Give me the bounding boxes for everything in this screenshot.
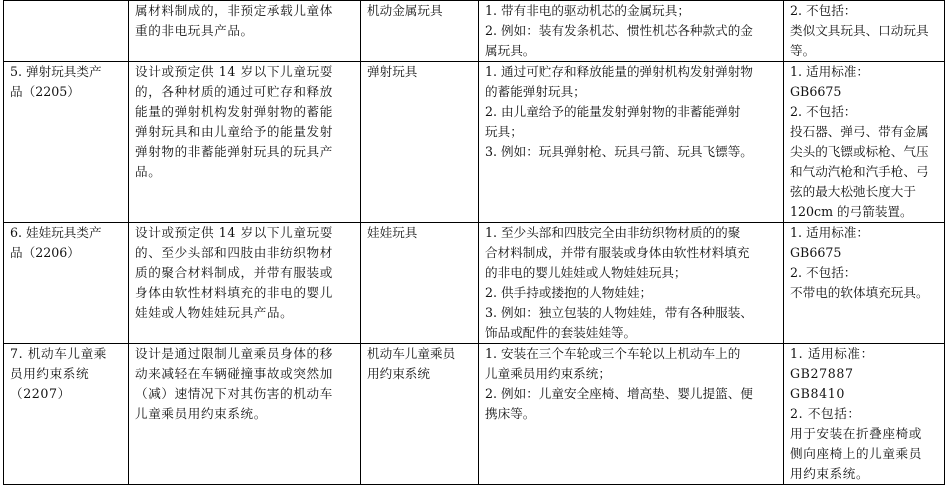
- text-line: 的非电的婴儿娃娃或人物娃娃玩具；: [485, 265, 687, 280]
- text-line: 能量的弹射机构发射弹射物的蓄能: [135, 104, 333, 119]
- scope-cell: [479, 1, 784, 62]
- text-line: 儿童乘员用约束系统；: [485, 366, 611, 381]
- scope-cell: [479, 62, 784, 223]
- text-line: 玩具；: [485, 124, 523, 139]
- scope-cell: [479, 344, 784, 485]
- text-line: 饰品或配件的套装娃娃等。: [485, 325, 637, 340]
- category-cell: [4, 62, 129, 223]
- text-line: 弹射玩具: [367, 64, 418, 79]
- notes-cell: [784, 1, 945, 62]
- product-category-table: [3, 0, 945, 485]
- text-line: 弹射物的非蓄能弹射玩具的玩具产: [135, 144, 333, 159]
- category-cell: [4, 1, 129, 62]
- text-line: GB27887: [790, 366, 854, 381]
- text-line: 侧向座椅上的儿童乘员: [790, 446, 922, 461]
- text-line: 2. 例如：儿童安全座椅、增高垫、婴儿提篮、便: [485, 386, 753, 401]
- definition-cell: [129, 223, 361, 344]
- text-line: 属玩具。: [485, 43, 536, 58]
- text-line: 2. 由儿童给予的能量发射弹射物的非蓄能弹射: [485, 104, 741, 119]
- text-line: 2. 不包括：: [790, 3, 857, 18]
- text-line: 2. 不包括：: [790, 265, 857, 280]
- text-line: 娃娃玩具: [367, 225, 418, 240]
- table-row: [4, 1, 945, 62]
- text-line: 7. 机动车儿童乘: [10, 346, 107, 361]
- text-line: 的蓄能弹射玩具；: [485, 84, 586, 99]
- text-line: 重的非电玩具产品。: [135, 23, 254, 38]
- text-line: 类似文具玩具、口动玩具: [790, 23, 929, 38]
- text-line: 机动车儿童乘员: [367, 346, 456, 361]
- notes-cell: [784, 344, 945, 485]
- text-line: 携床等。: [485, 406, 536, 421]
- text-line: 品。: [135, 164, 162, 179]
- scope-cell: [479, 223, 784, 344]
- text-line: 用约束系统。: [790, 466, 870, 481]
- text-line: 娃娃或人物娃娃玩具产品。: [135, 305, 294, 320]
- text-line: 不带电的软体填充玩具。: [790, 285, 929, 300]
- text-line: 1. 安装在三个车轮或三个车轮以上机动车上的: [485, 346, 741, 361]
- text-line: GB6675: [790, 84, 842, 99]
- text-line: 5. 弹射玩具类产: [10, 64, 102, 79]
- text-line: 1. 适用标准：: [790, 346, 874, 361]
- notes-cell: [784, 223, 945, 344]
- text-line: 投石器、弹弓、带有金属: [790, 124, 929, 139]
- text-line: 员用约束系统: [10, 366, 90, 381]
- text-line: 2. 不包括：: [790, 104, 857, 119]
- definition-cell: [129, 344, 361, 485]
- definition-cell: [129, 1, 361, 62]
- text-line: 1. 带有非电的驱动机芯的金属玩具；: [485, 3, 690, 18]
- text-line: 设计是通过限制儿童乘员身体的移: [135, 346, 333, 361]
- text-line: 设计或预定供 14 岁以下儿童玩耍: [135, 64, 333, 79]
- text-line: 1. 适用标准：: [790, 64, 869, 79]
- document-page: [3, 0, 945, 485]
- type-name-cell: [361, 223, 479, 344]
- text-line: 动来减轻在车辆碰撞事故或突然加: [135, 366, 333, 381]
- text-line: 设计或预定供 14 岁以下儿童玩耍: [135, 225, 333, 240]
- text-line: 身体由软性材料填充的非电的婴儿: [135, 285, 333, 300]
- category-cell: [4, 344, 129, 485]
- text-line: 属材料制成的，非预定承载儿童体: [135, 3, 333, 18]
- text-line: 弦的最大松弛长度大于: [790, 184, 916, 199]
- text-line: 合材料制成，并带有服装或身体由软性材料填充: [485, 245, 750, 260]
- text-line: GB6675: [790, 245, 842, 260]
- text-line: 儿童乘员用约束系统。: [135, 406, 267, 421]
- text-line: 品（2206）: [10, 245, 80, 260]
- table-row: [4, 344, 945, 485]
- text-line: 用约束系统: [367, 366, 430, 381]
- text-line: 机动金属玩具: [367, 3, 443, 18]
- text-line: 120cm 的弓箭装置。: [790, 204, 913, 219]
- text-line: 等。: [790, 43, 816, 58]
- text-line: 1. 适用标准：: [790, 225, 869, 240]
- type-name-cell: [361, 1, 479, 62]
- text-line: 3. 例如：独立包装的人物娃娃，带有各种服装、: [485, 305, 753, 320]
- text-line: 质的聚合材料制成，并带有服装或: [135, 265, 333, 280]
- type-name-cell: [361, 62, 479, 223]
- text-line: 用于安装在折叠座椅或: [790, 426, 922, 441]
- text-line: 弹射玩具和由儿童给予的能量发射: [135, 124, 333, 139]
- text-line: 6. 娃娃玩具类产: [10, 225, 102, 240]
- text-line: 的、至少头部和四肢由非纺织物材: [135, 245, 333, 260]
- text-line: （2207）: [10, 386, 71, 401]
- text-line: GB8410: [790, 386, 845, 401]
- text-line: 2. 例如：装有发条机芯、惯性机芯各种款式的金: [485, 23, 753, 38]
- text-line: 2. 供手持或搂抱的人物娃娃；: [485, 285, 653, 300]
- text-line: （减）速情况下对其伤害的机动车: [135, 386, 333, 401]
- type-name-cell: [361, 344, 479, 485]
- text-line: 1. 至少头部和四肢完全由非纺织物材质的的聚: [485, 225, 741, 240]
- text-line: 品（2205）: [10, 84, 80, 99]
- table-row: [4, 223, 945, 344]
- notes-cell: [784, 62, 945, 223]
- definition-cell: [129, 62, 361, 223]
- text-line: 和气动汽枪和汽手枪、弓: [790, 164, 929, 179]
- text-line: 2. 不包括：: [790, 406, 861, 421]
- text-line: 3. 例如：玩具弹射枪、玩具弓箭、玩具飞镖等。: [485, 144, 753, 159]
- text-line: 1. 通过可贮存和释放能量的弹射机构发射弹射物: [485, 64, 753, 79]
- category-cell: [4, 223, 129, 344]
- text-line: 的，各种材质的通过可贮存和释放: [135, 84, 333, 99]
- text-line: 尖头的飞镖或标枪、气压: [790, 144, 929, 159]
- table-row: [4, 62, 945, 223]
